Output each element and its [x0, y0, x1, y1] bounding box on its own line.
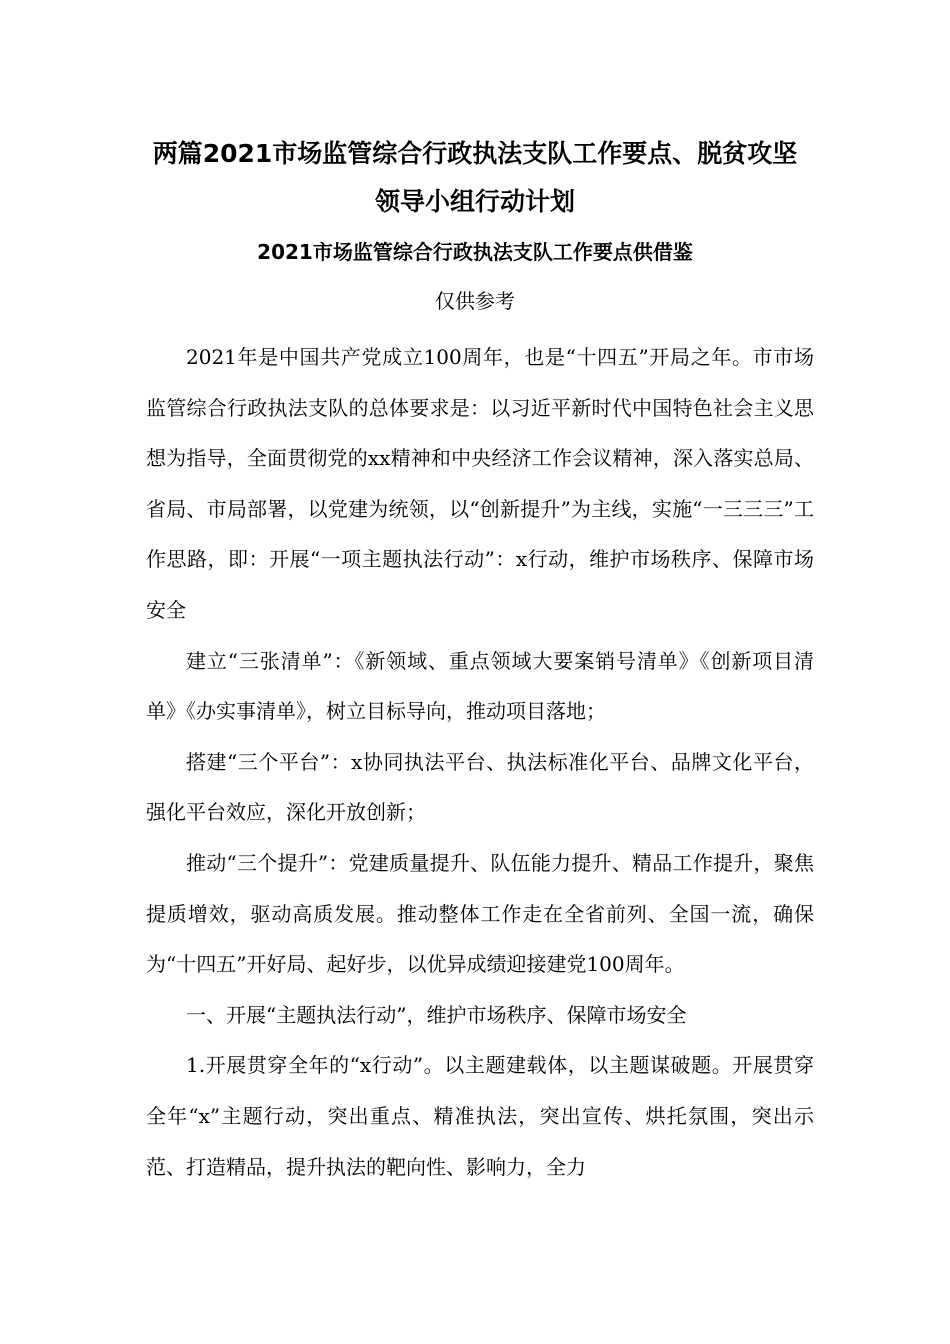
body-paragraph: 建立“三张清单”：《新领域、重点领域大要案销号清单》《创新项目清单》《办实事清单》，树立目标导向，推动项目落地；: [146, 648, 814, 724]
section-heading: 一、开展“主题执法行动”，维护市场秩序、保障市场安全: [186, 1002, 687, 1027]
body-paragraph: 搭建“三个平台”：x协同执法平台、执法标准化平台、品牌文化平台，强化平台效应，深化开放创新；: [146, 749, 814, 825]
reference-note: 仅供参考: [435, 289, 515, 313]
body-paragraph: 推动“三个提升”：党建质量提升、队伍能力提升、精品工作提升，聚焦提质增效，驱动高质发展。推动整体工作走在全省前列、全国一流，确保为“十四五”开好局、起好步，以优异成绩迎接建党100周年。: [146, 850, 814, 977]
document-title-line-1: 两篇2021市场监管综合行政执法支队工作要点、脱贫攻坚: [152, 139, 798, 168]
document-title-line-2: 领导小组行动计划: [374, 187, 575, 216]
document-subtitle: 2021市场监管综合行政执法支队工作要点供借鉴: [257, 240, 693, 264]
document-body: [146, 332, 814, 1192]
body-paragraph: 1.开展贯穿全年的“x行动”。以主题建载体，以主题谋破题。开展贯穿全年“x”主题行动，突出重点、精准执法，突出宣传、烘托氛围，突出示范、打造精品，提升执法的靶向性、影响力，全力: [146, 1053, 814, 1179]
body-paragraph: 2021年是中国共产党成立100周年，也是“十四五”开局之年。市市场监管综合行政执法支队的总体要求是：以习近平新时代中国特色社会主义思想为指导，全面贯彻党的xx精神和中央经济工作会议精神，深入落实总局、省局、市局部署，以党建为统领，以“创新提升”为主线，实施“一三三三”工作思路，即：开展“一项主题执法行动”：x行动，维护市场秩序、保障市场安全: [146, 345, 814, 622]
